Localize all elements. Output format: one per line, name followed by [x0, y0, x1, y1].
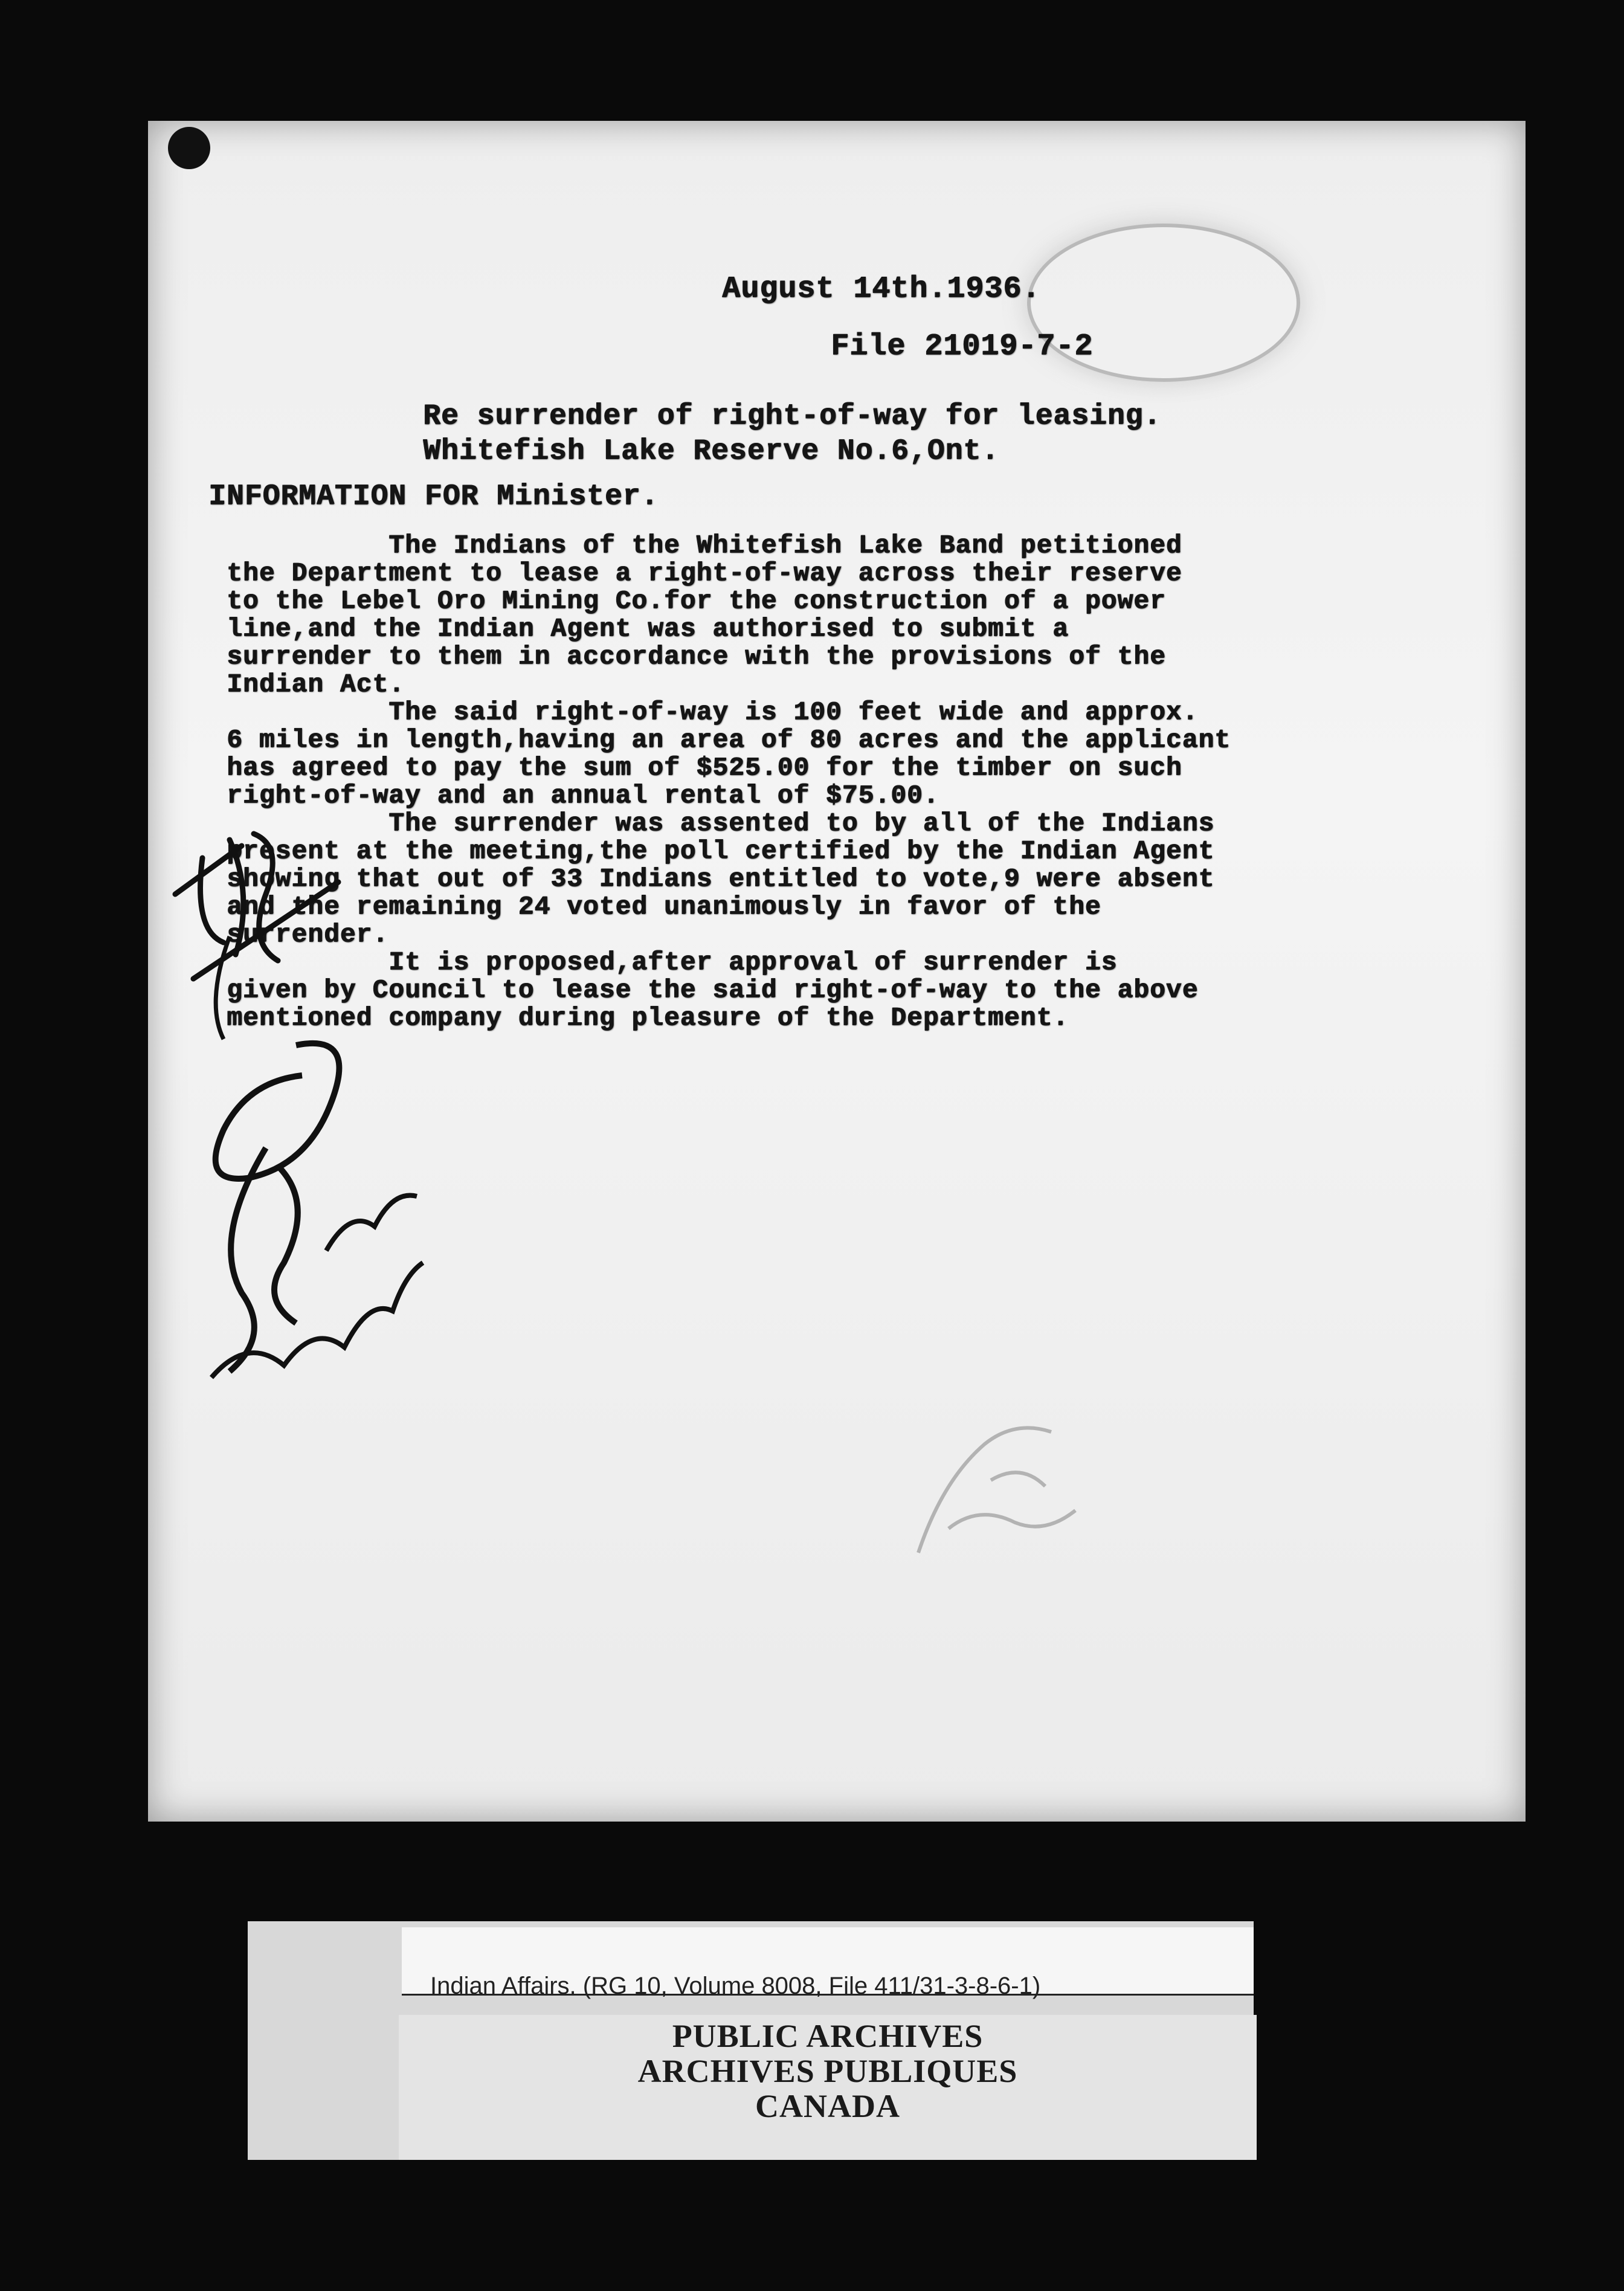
subject-line: Whitefish Lake Reserve No.6,Ont.: [423, 435, 999, 468]
archives-line: ARCHIVES PUBLIQUES: [637, 2053, 1018, 2089]
body-line: showing that out of 33 Indians entitled to vote,9 were absent: [227, 864, 1215, 894]
body-line: and the remaining 24 voted unanimously in favor of the: [227, 892, 1101, 921]
body-line: given by Council to lease the said right-of-way to the above: [227, 975, 1199, 1005]
file-reference: File 21019-7-2: [831, 329, 1094, 364]
letter-body: [227, 532, 1405, 1032]
body-line: to the Lebel Oro Mining Co.for the construction of a power: [227, 586, 1166, 616]
archive-citation: Indian Affairs. (RG 10, Volume 8008, File 411/31-3-8-6-1): [430, 1973, 1041, 1999]
body-line: mentioned company during pleasure of the Department.: [227, 1003, 1069, 1033]
body-line: surrender.: [227, 920, 389, 949]
body-line: the Department to lease a right-of-way across their reserve: [227, 558, 1182, 588]
body-line: right-of-way and an annual rental of $75.00.: [227, 781, 939, 810]
body-line: present at the meeting,the poll certified by the Indian Agent: [227, 836, 1215, 866]
handwritten-signature: [175, 1009, 429, 1396]
faint-pencil-mark: [894, 1408, 1112, 1577]
body-line: The said right-of-way is 100 feet wide and approx.: [227, 697, 1199, 727]
archives-line: CANADA: [755, 2088, 900, 2124]
body-line: The surrender was assented to by all of the Indians: [227, 808, 1215, 838]
body-line: The Indians of the Whitefish Lake Band petitioned: [227, 530, 1182, 560]
body-line: It is proposed,after approval of surrender is: [227, 947, 1118, 977]
body-line: has agreed to pay the sum of $525.00 for the timber on such: [227, 753, 1182, 782]
memo-heading: INFORMATION FOR Minister.: [208, 480, 659, 513]
body-line: 6 miles in length,having an area of 80 acres and the applicant: [227, 725, 1231, 755]
archives-line: PUBLIC ARCHIVES: [672, 2018, 984, 2054]
punch-hole: [168, 127, 210, 169]
body-line: line,and the Indian Agent was authorised to submit a: [227, 614, 1069, 643]
subject-line: Re surrender of right-of-way for leasing.: [423, 400, 1161, 433]
body-line: surrender to them in accordance with the provisions of the: [227, 642, 1166, 671]
subject-block: [423, 399, 1161, 469]
archives-stamp: [399, 2015, 1257, 2160]
body-line: Indian Act.: [227, 669, 405, 699]
letter-date: August 14th.1936.: [722, 272, 1041, 306]
